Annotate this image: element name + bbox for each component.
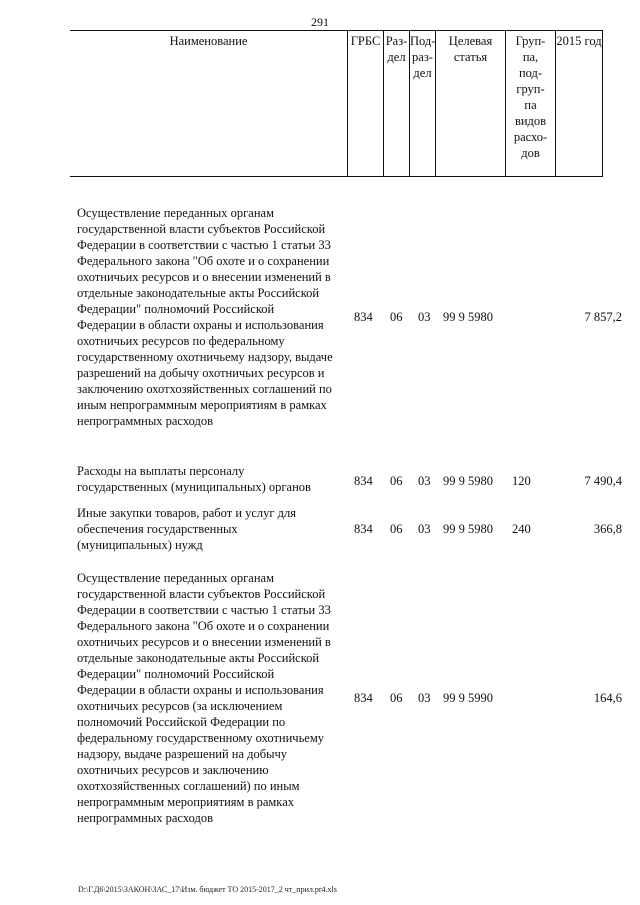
row-name-line: (муниципальных) нужд: [77, 538, 203, 552]
header-podrazdel: [409, 31, 435, 176]
row-name-line: Федерации в соответствии с частью 1 статьи 33: [77, 238, 331, 252]
row-grbs: 834: [354, 691, 373, 705]
row-amount: 7 490,4: [584, 474, 622, 488]
row-name-line: охотничьих ресурсов и о внесении изменений в: [77, 270, 331, 284]
row-razdel: 06: [390, 522, 403, 536]
table-row: [0, 205, 640, 429]
row-name-line: Федерации" полномочий Российской: [77, 667, 275, 681]
table-row: [0, 463, 640, 495]
row-name-line: Расходы на выплаты персоналу: [77, 464, 245, 478]
table-row: [0, 570, 640, 826]
header-target-line: Целевая: [448, 34, 493, 48]
row-podrazdel: 03: [418, 310, 431, 324]
header-group-line: под-: [518, 66, 543, 80]
row-grbs: 834: [354, 474, 373, 488]
row-name-line: охотничьих ресурсов по федеральному: [77, 334, 285, 348]
row-name: [77, 463, 349, 495]
header-target-line: статья: [453, 50, 488, 64]
row-name-line: Федерального закона "Об охоте и о сохранении: [77, 619, 330, 633]
header-grbs: [347, 31, 383, 176]
header-group-line: видов: [514, 114, 547, 128]
row-group: 240: [512, 522, 531, 536]
row-podrazdel: 03: [418, 691, 431, 705]
row-target: 99 9 5990: [443, 691, 493, 705]
row-name-line: Иные закупки товаров, работ и услуг для: [77, 506, 297, 520]
row-name-line: обеспечения государственных: [77, 522, 238, 536]
header-group-line: па: [524, 98, 537, 112]
row-name-line: отдельные законодательные акты Российской: [77, 651, 320, 665]
row-name-line: охотхозяйственных соглашений) по иным: [77, 779, 300, 793]
row-razdel: 06: [390, 691, 403, 705]
header-name-label: Наименование: [169, 34, 248, 48]
header-razdel-line: Раз-: [385, 34, 408, 48]
row-amount: 7 857,2: [584, 310, 622, 324]
header-group-line: расхо-: [513, 130, 548, 144]
row-target: 99 9 5980: [443, 474, 493, 488]
row-amount: 164,6: [593, 691, 622, 705]
header-group-line: Груп-: [515, 34, 546, 48]
row-name: [77, 205, 349, 429]
row-name-line: государственных (муниципальных) органов: [77, 480, 311, 494]
row-name-line: отдельные законодательные акты Российской: [77, 286, 320, 300]
header-group-line: груп-: [516, 82, 545, 96]
header-group: [505, 31, 555, 176]
row-name: [77, 505, 349, 553]
row-target: 99 9 5980: [443, 522, 493, 536]
row-name-line: охотничьих ресурсов и заключению: [77, 763, 269, 777]
row-amount: 366,8: [593, 522, 622, 536]
header-year: [555, 31, 603, 176]
row-name-line: иным непрограммным мероприятиям в рамках: [77, 398, 327, 412]
row-name-line: Федерального закона "Об охоте и о сохранении: [77, 254, 330, 268]
row-group: 120: [512, 474, 531, 488]
row-name-line: надзору, выдаче разрешений на добычу: [77, 747, 288, 761]
table-row: [0, 505, 640, 553]
row-name-line: непрограммным мероприятиям в рамках: [77, 795, 294, 809]
row-name-line: государственной власти субъектов Российской: [77, 587, 326, 601]
row-name-line: охотничьих ресурсов и о внесении изменений в: [77, 635, 331, 649]
row-name-line: Осуществление переданных органам: [77, 206, 274, 220]
page-number: 291: [311, 15, 329, 29]
row-name-line: Федерации в соответствии с частью 1 статьи 33: [77, 603, 331, 617]
header-year-label: 2015 год: [556, 34, 602, 48]
row-name-line: охотничьих ресурсов (за исключением: [77, 699, 283, 713]
row-name-line: полномочий Российской Федерации по: [77, 715, 286, 729]
row-name-line: государственной власти субъектов Российской: [77, 222, 326, 236]
row-grbs: 834: [354, 310, 373, 324]
header-podrazdel-line: раз-: [412, 50, 433, 64]
row-target: 99 9 5980: [443, 310, 493, 324]
row-name-line: Осуществление переданных органам: [77, 571, 274, 585]
row-razdel: 06: [390, 474, 403, 488]
row-razdel: 06: [390, 310, 403, 324]
header-podrazdel-line: Под-: [410, 34, 436, 48]
header-group-line: па,: [522, 50, 539, 64]
row-name-line: непрограммных расходов: [77, 811, 213, 825]
row-name-line: разрешений на добычу охотничьих ресурсов и: [77, 366, 325, 380]
row-podrazdel: 03: [418, 474, 431, 488]
row-name-line: Федерации" полномочий Российской: [77, 302, 275, 316]
row-name-line: федеральному государственному охотничьему: [77, 731, 325, 745]
header-grbs-label: ГРБС: [350, 34, 381, 48]
row-name-line: государственному охотничьему надзору, выдаче: [77, 350, 333, 364]
row-name-line: Федерации в области охраны и использования: [77, 318, 324, 332]
header-name: [70, 31, 347, 176]
row-name: [77, 570, 349, 826]
header-group-line: дов: [521, 146, 540, 160]
row-name-line: Федерации в области охраны и использования: [77, 683, 324, 697]
header-razdel: [383, 31, 409, 176]
header-razdel-line: дел: [387, 50, 406, 64]
header-podrazdel-line: дел: [413, 66, 432, 80]
row-podrazdel: 03: [418, 522, 431, 536]
row-grbs: 834: [354, 522, 373, 536]
row-name-line: непрограммных расходов: [77, 414, 213, 428]
header-target: [435, 31, 505, 176]
row-name-line: заключению охотхозяйственных соглашений по: [77, 382, 332, 396]
table-header: [70, 30, 603, 177]
file-path-footer: D:\Г.Д6\2015\ЗАКОН\ЗАС_17\Изм. бюджет ТО 2015-2017_2 чт_прил.pr4.xls: [78, 885, 337, 894]
